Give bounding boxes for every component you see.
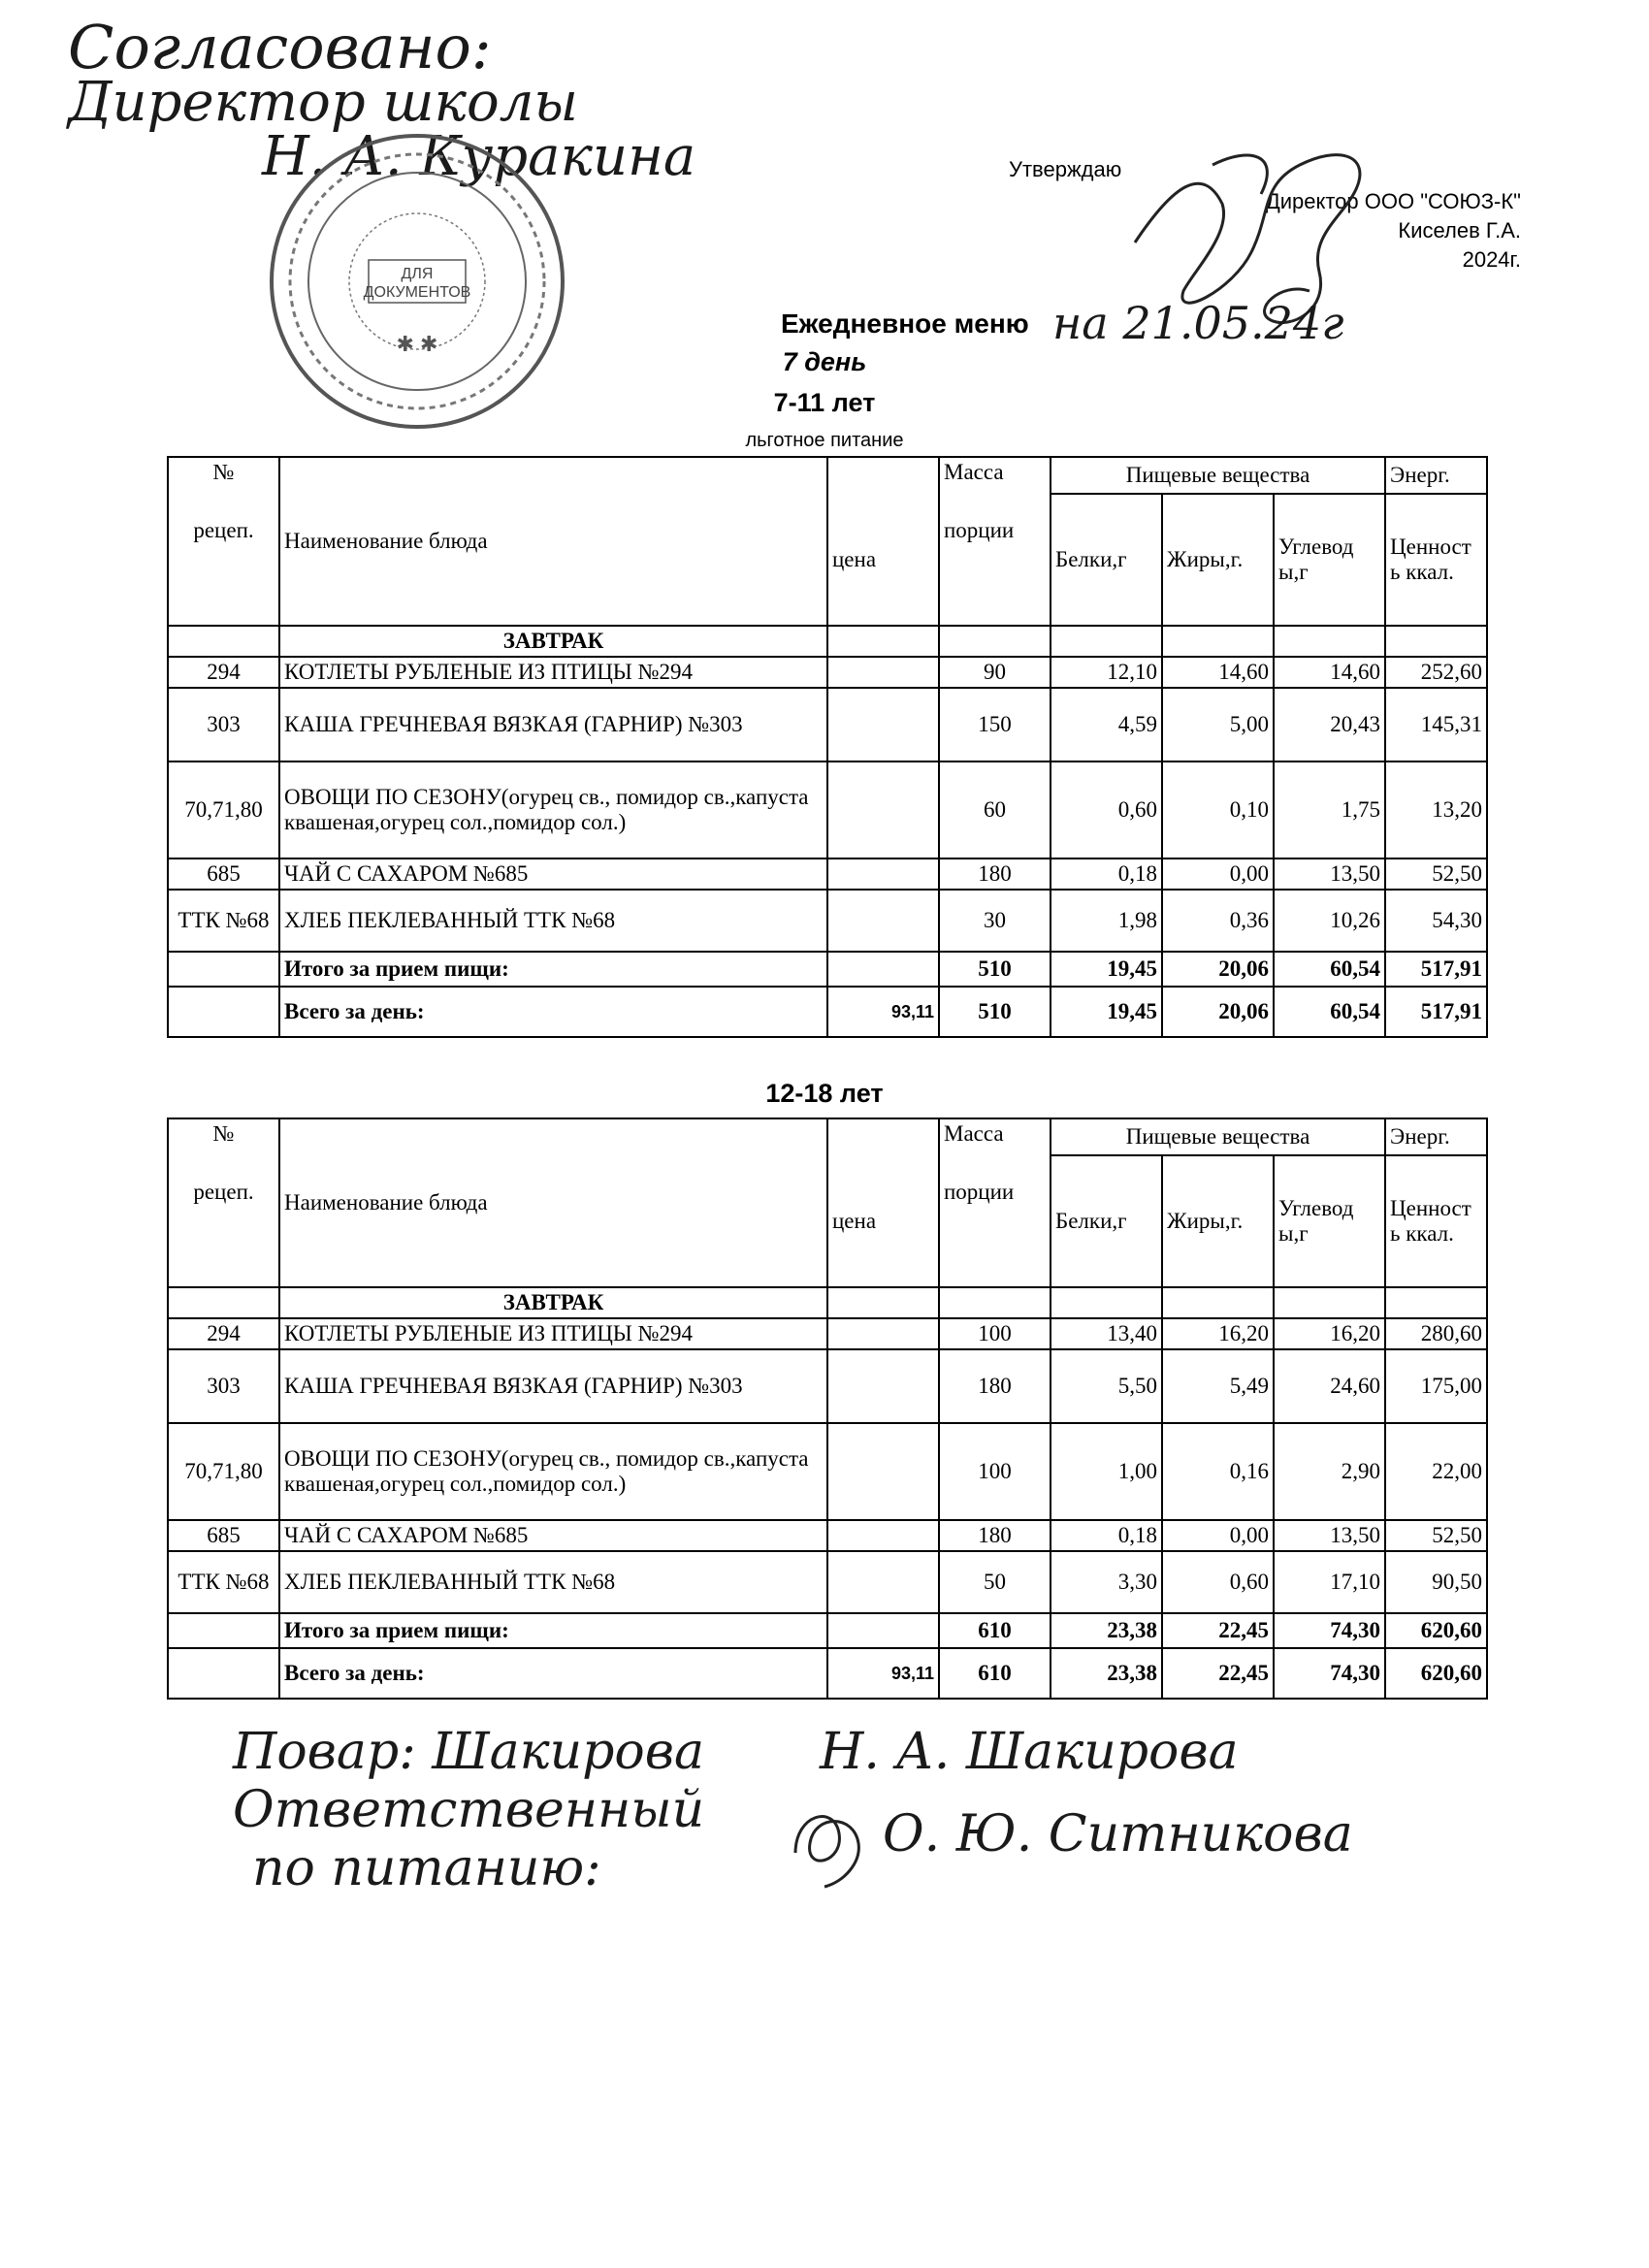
header-nutrients: Пищевые вещества — [1051, 1118, 1385, 1155]
menu-title: Ежедневное меню — [781, 308, 1029, 339]
total-row: Всего за день: 93,11 610 23,38 22,45 74,30 620,60 — [168, 1648, 1487, 1699]
header-carbs: Углевод ы,г — [1274, 494, 1385, 626]
approval-line-director: Директор школы — [68, 71, 578, 134]
section-breakfast: ЗАВТРАК — [279, 1287, 827, 1318]
benefit-note: льготное питание — [745, 430, 904, 451]
table-row: 294 КОТЛЕТЫ РУБЛЕНЫЕ ИЗ ПТИЦЫ №294 90 12,10 14,60 14,60 252,60 — [168, 657, 1487, 688]
total-row: Всего за день: 93,11 510 19,45 20,06 60,54 517,91 — [168, 987, 1487, 1037]
approve-year: 2024г. — [1462, 247, 1521, 272]
header-nutrients: Пищевые вещества — [1051, 457, 1385, 494]
age-group-heading: 7-11 лет — [773, 388, 876, 417]
footer-signatures — [233, 1723, 1494, 1940]
approval-line-name: Н. А. Куракина — [262, 125, 696, 188]
menu-table-7-11 — [167, 456, 1488, 1038]
header-fat: Жиры,г. — [1162, 1155, 1274, 1287]
table-row: 685 ЧАЙ С САХАРОМ №685 180 0,18 0,00 13,50 52,50 — [168, 1520, 1487, 1551]
menu-date-handwritten: на 21.05.24г — [1052, 297, 1344, 349]
header-protein: Белки,г — [1051, 1155, 1162, 1287]
header-price: цена — [827, 1118, 939, 1287]
header-recipe-num: № рецеп. — [168, 1118, 279, 1287]
menu-day: 7 день — [782, 347, 867, 376]
section-breakfast: ЗАВТРАК — [279, 626, 827, 657]
header-protein: Белки,г — [1051, 494, 1162, 626]
age-group-heading: 12-18 лет — [765, 1079, 884, 1108]
responsible-label-line1: Ответственный — [233, 1781, 705, 1839]
header-dish-name: Наименование блюда — [279, 457, 827, 626]
header-mass: Масса порции — [939, 1118, 1051, 1287]
responsible-initials-signature — [786, 1795, 873, 1892]
table-row: ТТК №68 ХЛЕБ ПЕКЛЕВАННЫЙ ТТК №68 30 1,98 0,36 10,26 54,30 — [168, 890, 1487, 952]
table-row: 303 КАША ГРЕЧНЕВАЯ ВЯЗКАЯ (ГАРНИР) №303 180 5,50 5,49 24,60 175,00 — [168, 1349, 1487, 1423]
responsible-name: О. Ю. Ситникова — [883, 1805, 1353, 1863]
svg-text:✱ ✱: ✱ ✱ — [396, 332, 438, 356]
table-row: 294 КОТЛЕТЫ РУБЛЕНЫЕ ИЗ ПТИЦЫ №294 100 13,40 16,20 16,20 280,60 — [168, 1318, 1487, 1349]
header-price: цена — [827, 457, 939, 626]
approval-line-agreed: Согласовано: — [68, 12, 492, 82]
header-fat: Жиры,г. — [1162, 494, 1274, 626]
subtotal-row: Итого за прием пищи: 610 23,38 22,45 74,30 620,60 — [168, 1613, 1487, 1648]
header-energy-bottom: Ценност ь ккал. — [1385, 494, 1487, 626]
approve-director: Директор ООО "СОЮЗ-К" — [1265, 189, 1521, 213]
table-row: 685 ЧАЙ С САХАРОМ №685 180 0,18 0,00 13,50 52,50 — [168, 859, 1487, 890]
table-row: 70,71,80 ОВОЩИ ПО СЕЗОНУ(огурец св., помидор св.,капуста квашеная,огурец сол.,помидор сол.) 100 1,00 0,16 2,90 22,00 — [168, 1423, 1487, 1520]
approve-name: Киселев Г.А. — [1398, 218, 1521, 243]
table-row: 303 КАША ГРЕЧНЕВАЯ ВЯЗКАЯ (ГАРНИР) №303 150 4,59 5,00 20,43 145,31 — [168, 688, 1487, 761]
stamp-center-line1: ДЛЯ — [401, 266, 434, 282]
cook-label: Повар: Шакирова — [233, 1723, 705, 1781]
subtotal-row: Итого за прием пищи: 510 19,45 20,06 60,54 517,91 — [168, 952, 1487, 987]
menu-table-12-18 — [167, 1118, 1488, 1700]
stamp-center-line2: ДОКУМЕНТОВ — [363, 284, 471, 301]
cook-name: Н. А. Шакирова — [820, 1723, 1239, 1781]
header-energy-top: Энерг. — [1385, 457, 1487, 494]
table-row: ТТК №68 ХЛЕБ ПЕКЛЕВАННЫЙ ТТК №68 50 3,30 0,60 17,10 90,50 — [168, 1551, 1487, 1613]
header-recipe-num: № рецеп. — [168, 457, 279, 626]
header-dish-name: Наименование блюда — [279, 1118, 827, 1287]
header-energy-top: Энерг. — [1385, 1118, 1487, 1155]
header-energy-bottom: Ценност ь ккал. — [1385, 1155, 1487, 1287]
table-row: 70,71,80 ОВОЩИ ПО СЕЗОНУ(огурец св., помидор св.,капуста квашеная,огурец сол.,помидор сол.) 60 0,60 0,10 1,75 13,20 — [168, 761, 1487, 859]
approve-word: Утверждаю — [1009, 157, 1122, 181]
header-carbs: Углевод ы,г — [1274, 1155, 1385, 1287]
responsible-label-line2: по питанию: — [252, 1839, 601, 1897]
header-mass: Масса порции — [939, 457, 1051, 626]
